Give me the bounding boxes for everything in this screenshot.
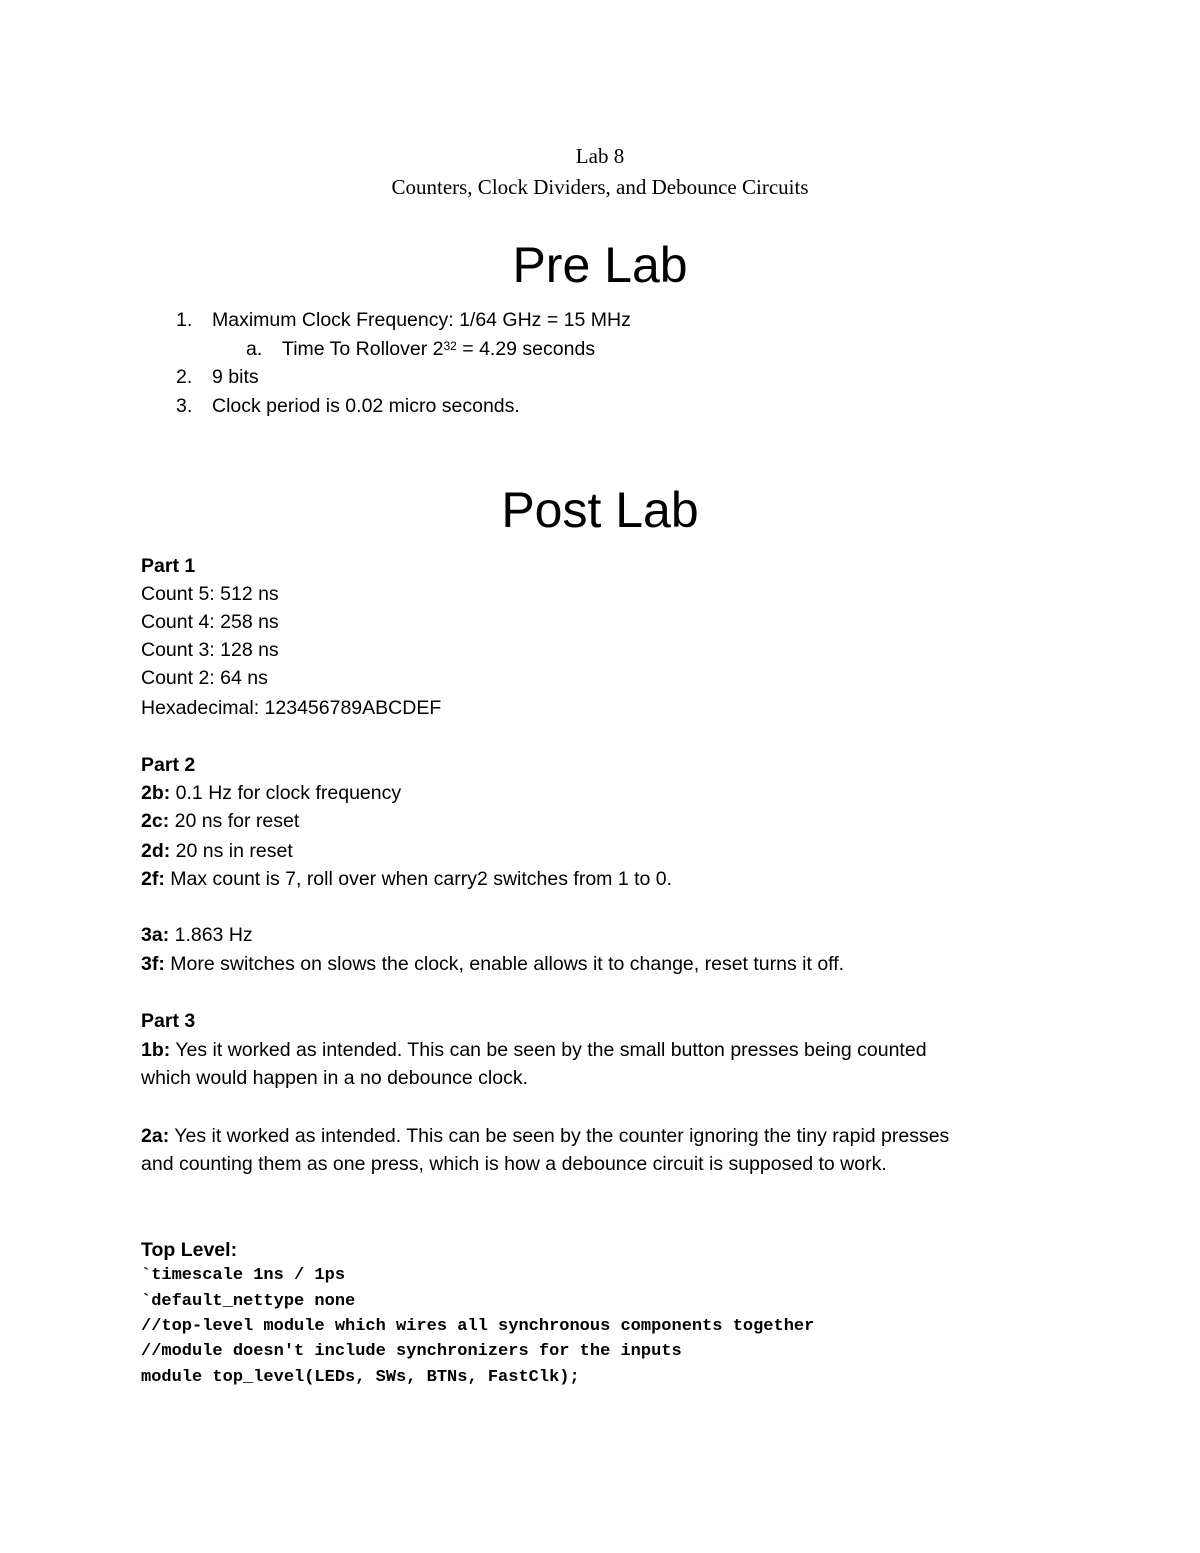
part3-item-2a-cont: and counting them as one press, which is how a debounce circuit is supposed to work. <box>141 1153 887 1175</box>
part1-title: Part 1 <box>141 555 196 577</box>
part2-item <box>141 921 253 949</box>
item-text: Max count is 7, roll over when carry2 switches from 1 to 0. <box>164 868 673 890</box>
prelab-item-1 <box>176 306 631 334</box>
part2-item <box>141 865 672 893</box>
top-level-title: Top Level: <box>141 1239 238 1261</box>
list-number: 1. <box>176 309 193 331</box>
part3-item-1b-cont: which would happen in a no debounce clock. <box>141 1067 529 1089</box>
code-line: `default_nettype none <box>141 1292 356 1311</box>
part1-line: Count 4: 258 ns <box>141 611 279 633</box>
exponent: 32 <box>443 339 457 353</box>
list-number: 2. <box>176 366 193 388</box>
item-label: 2a: <box>141 1125 170 1147</box>
part2-item <box>141 950 844 978</box>
item-text: 1.863 Hz <box>169 924 253 946</box>
item-text: More switches on slows the clock, enable allows it to change, reset turns it off. <box>164 953 845 975</box>
pre-lab-heading: Pre Lab <box>512 237 688 293</box>
code-line: //top-level module which wires all synchronous components together <box>141 1317 815 1336</box>
item-text: 20 ns in reset <box>170 840 293 862</box>
prelab-item-2 <box>176 363 259 391</box>
part2-title: Part 2 <box>141 754 196 776</box>
post-lab-heading: Post Lab <box>501 482 699 538</box>
list-text: Clock period is 0.02 micro seconds. <box>212 395 520 417</box>
item-label: 3f: <box>141 953 165 975</box>
list-letter: a. <box>246 338 263 360</box>
item-text: 20 ns for reset <box>169 810 300 832</box>
item-label: 1b: <box>141 1039 171 1061</box>
item-label: 3a: <box>141 924 170 946</box>
lab-number: Lab 8 <box>575 144 625 168</box>
part1-line: Count 5: 512 ns <box>141 583 279 605</box>
item-label: 2d: <box>141 840 171 862</box>
item-text: 0.1 Hz for clock frequency <box>170 782 402 804</box>
list-text: Maximum Clock Frequency: 1/64 GHz = 15 MHz <box>212 309 631 331</box>
list-text: Time To Rollover 2 <box>282 338 444 360</box>
part2-item <box>141 807 299 835</box>
part2-item <box>141 779 401 807</box>
item-text: Yes it worked as intended. This can be seen by the small button presses being counted <box>170 1039 927 1061</box>
item-label: 2b: <box>141 782 171 804</box>
part2-item <box>141 837 293 865</box>
part3-title: Part 3 <box>141 1010 196 1032</box>
part3-item-1b <box>141 1036 927 1064</box>
part1-line: Count 2: 64 ns <box>141 667 268 689</box>
part1-line: Hexadecimal: 123456789ABCDEF <box>141 697 442 719</box>
item-label: 2f: <box>141 868 165 890</box>
code-line: `timescale 1ns / 1ps <box>141 1266 346 1285</box>
list-text: 9 bits <box>212 366 259 388</box>
part3-item-2a <box>141 1122 949 1150</box>
code-line: module top_level(LEDs, SWs, BTNs, FastClk); <box>141 1368 580 1387</box>
prelab-item-1a <box>246 335 595 363</box>
item-text: Yes it worked as intended. This can be seen by the counter ignoring the tiny rapid presses <box>169 1125 950 1147</box>
item-label: 2c: <box>141 810 170 832</box>
lab-subtitle: Counters, Clock Dividers, and Debounce Circuits <box>391 175 809 199</box>
part1-line: Count 3: 128 ns <box>141 639 279 661</box>
code-line: //module doesn't include synchronizers for the inputs <box>141 1342 682 1361</box>
list-number: 3. <box>176 395 193 417</box>
prelab-item-3 <box>176 392 520 420</box>
list-text: = 4.29 seconds <box>456 338 596 360</box>
